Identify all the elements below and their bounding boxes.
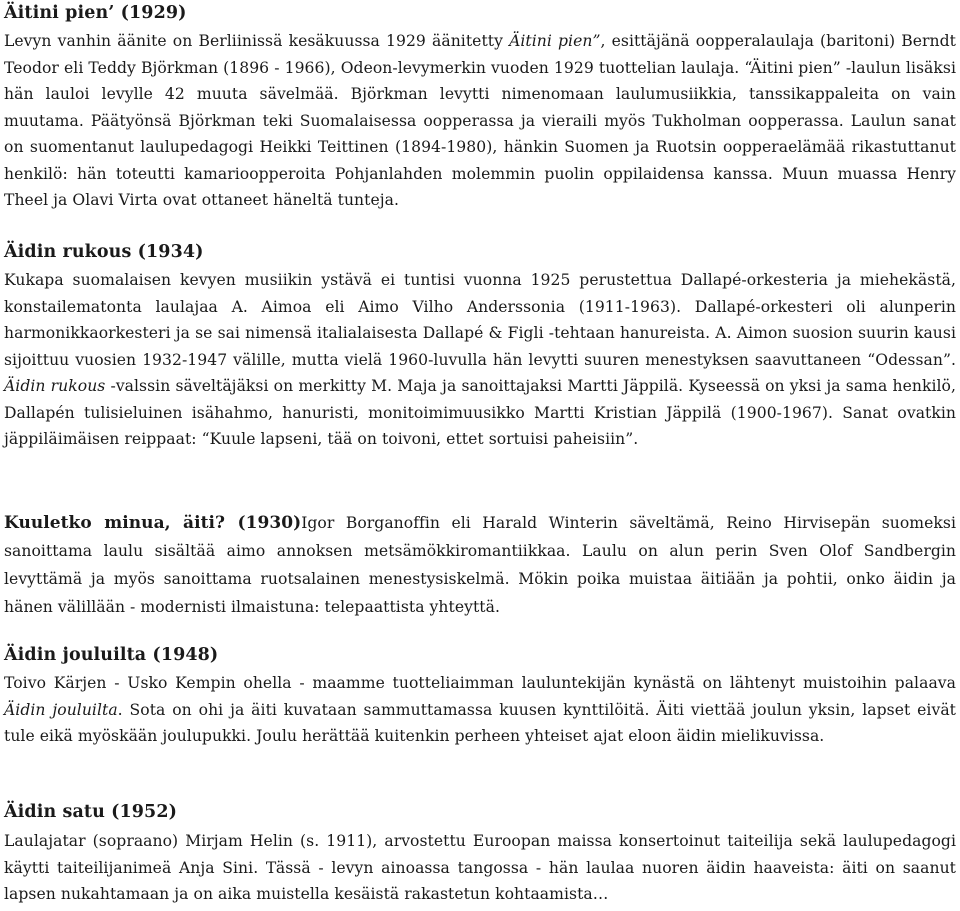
section-body — [4, 670, 956, 750]
body-text: Igor Borganoffin eli Harald Winterin säveltämä, Reino Hirvisepän suomeksi sanoittama laulu sisältää aimo annoksen metsämökkiromantiikkaa. Laulu on alun perin Sven Olof Sandbergin levyttämä ja myös sanoittama ruotsalainen menestysiskelmä. Mökin poika muistaa äitiään ja pohtii, onko äidin ja hänen välillään - modernisti ilmaistuna: telepaattista yhteyttä. — [4, 514, 956, 616]
song-title-italic: Äidin jouluilta — [4, 700, 118, 719]
section-kuuletko-minua-aiti — [4, 509, 956, 621]
section-body — [4, 828, 956, 908]
section-heading: Äitini pien’ (1929) — [4, 3, 187, 23]
section-aidin-satu — [4, 800, 956, 908]
body-text: , esittäjänä oopperalaulaja (baritoni) Berndt Teodor eli Teddy Björkman (1896 - 1966), Odeon-levymerkin vuoden 1929 tuottelian laulaja. “Äitini pien” -laulun lisäksi hän lauloi levylle 42 muuta sävelmää. Björkman levytti nimenomaan laulumusiikkia, tanssikappaleita on vain muutama. Päätyönsä Björkman teki Suomalaisessa oopperassa ja vieraili myös Tukholman oopperassa. Laulun sanat on suomentanut laulupedagogi Heikki Teittinen (1894-1980), hänkin Suomen ja Ruotsin oopperaelämää rikastuttanut henkilö: hän toteutti kamarioopperoita Pohjanlahden molemmin puolin oppilaidensa kanssa. Muun muassa Henry Theel ja Olavi Virta ovat ottaneet häneltä tunteja. — [4, 32, 956, 209]
body-text: Laulajatar (sopraano) Mirjam Helin (s. 1911), arvostettu Euroopan maissa konsertoinut taiteilija sekä laulupedagogi käytti taiteilijanimeä Anja Sini. Tässä - levyn ainoassa tangossa - hän laulaa nuoren äidin haaveista: äiti on saanut lapsen nukahtamaan ja on aika muistella kesäistä rakastetun kohtaamista… — [4, 832, 956, 903]
body-text: -valssin säveltäjäksi on merkitty M. Maja ja sanoittajaksi Martti Jäppilä. Kyseessä on yksi ja sama henkilö, Dallapén tulisieluinen isähahmo, hanuristi, monitoimimuusikko Martti Kristian Jäppilä (1900-1967). Sanat ovatkin jäppiläimäisen reippaat: “Kuule lapseni, tää on toivoni, ettet sortuisi paheisiin”. — [4, 377, 956, 448]
section-heading: Äidin satu (1952) — [4, 802, 177, 822]
section-aidin-rukous — [4, 240, 956, 453]
section-aidin-jouluilta — [4, 643, 956, 750]
section-heading-inline: Kuuletko minua, äiti? (1930) — [4, 513, 302, 533]
body-text: Kukapa suomalaisen kevyen musiikin ystävä ei tuntisi vuonna 1925 perustettua Dallapé-orkesteria ja miehekästä, konstailematonta laulajaa A. Aimoa eli Aimo Vilho Anderssonia (1911-1963). Dallapé-orkesteri oli alunperin harmonikkaorkesteri ja se sai nimensä italialaisesta Dallapé & Figli -tehtaan hanureista. A. Aimon suosion suurin kausi sijoittuu vuosien 1932-1947 välille, mutta vielä 1960-luvulla hän levytti suuren menestyksen saavuttaneen “Odessan”. — [4, 271, 956, 369]
body-text: Toivo Kärjen - Usko Kempin ohella - maamme tuotteliaimman lauluntekijän kynästä on lähtenyt muistoihin palaava — [4, 674, 956, 692]
song-title-italic: Äitini pien” — [509, 32, 601, 50]
section-aitini-pien — [4, 1, 956, 214]
section-body — [4, 509, 956, 621]
section-heading: Äidin rukous (1934) — [4, 242, 204, 262]
section-heading: Äidin jouluilta (1948) — [4, 645, 219, 665]
body-text: Levyn vanhin äänite on Berliinissä kesäkuussa 1929 äänitetty — [4, 32, 510, 50]
section-body — [4, 267, 956, 453]
body-text: . Sota on ohi ja äiti kuvataan sammuttamassa kuusen kynttilöitä. Äiti viettää joulun yksin, lapset eivät tule eikä myöskään joulupukki. Joulu herättää kuitenkin perheen yhteiset ajat eloon äidin mielikuvissa. — [4, 700, 956, 745]
song-title-italic: Äidin rukous — [4, 377, 106, 395]
section-body — [4, 28, 956, 214]
